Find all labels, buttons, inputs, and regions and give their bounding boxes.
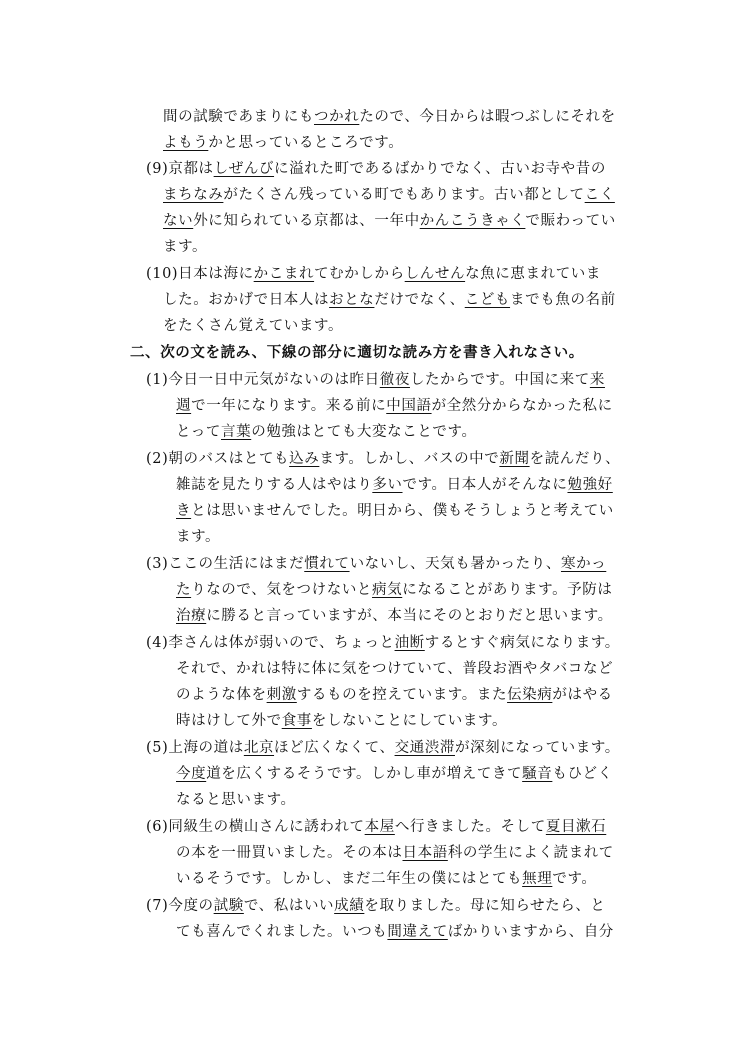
text-segment: 雑誌を見たりする人はやはり (176, 477, 373, 493)
text-segment: です。 (552, 871, 597, 887)
text-segment: 時はけして外で (176, 713, 282, 729)
text-segment: りなので、気をつけないと (191, 582, 373, 598)
text-segment: になることがあります。予防は (402, 582, 613, 598)
text-segment: です。日本人がそんなに (402, 477, 568, 493)
underlined-term: かこまれ (253, 266, 315, 282)
text-segment: 間の試験であまりにも (163, 109, 314, 125)
underlined-term: 騒音 (522, 766, 553, 782)
text-segment: を読んだり、 (529, 451, 621, 467)
text-segment: したからです。中国に来て (409, 372, 590, 388)
text-segment: たので、今日からは暇つぶしにそれを (359, 109, 616, 125)
underlined-term: おとな (329, 292, 375, 308)
text-segment: (4)李さんは体が弱いので、ちょっと (146, 635, 395, 651)
text-segment: ても喜んでくれました。いつも (176, 924, 388, 940)
text-segment: するものを控えています。また (296, 687, 508, 703)
text-segment: それで、かれは特に体に気をつけていて、普段お酒やタバコなど (176, 661, 614, 677)
text-segment: の勉強はとても大変なことです。 (251, 424, 477, 440)
text-segment: いないし、天気も暑かったり、 (349, 556, 561, 572)
text-segment: で一年になります。来る前に (191, 398, 387, 414)
text-segment: をたくさん覚えています。 (163, 318, 344, 334)
text-line (176, 606, 613, 626)
section-heading (130, 343, 584, 363)
question-7 (146, 896, 606, 916)
text-segment: (7)今度の (146, 898, 214, 914)
text-line (163, 133, 403, 153)
text-segment: を取りました。母に知らせたら、と (364, 898, 606, 914)
text-segment: (10)日本は海に (146, 266, 254, 282)
question-9 (146, 159, 606, 179)
text-line (163, 107, 616, 127)
text-line (163, 237, 207, 257)
text-segment: をしないことにしています。 (311, 713, 508, 729)
underlined-term: 多い (372, 477, 403, 493)
text-segment: ほど広くなくて、 (274, 740, 395, 756)
text-line (163, 211, 616, 231)
text-line (176, 764, 613, 784)
underlined-term: かんこうきゃく (419, 213, 526, 229)
question-10 (146, 264, 601, 284)
text-segment: いるそうです。しかし、まだ二年生の僕にはとても (176, 871, 523, 887)
text-segment: 科の学生によく読まれて (447, 845, 614, 861)
underlined-term: 夏目漱石 (545, 819, 607, 835)
underlined-term: 北京 (243, 740, 275, 756)
text-segment: するとすぐ病気になります。 (424, 635, 620, 651)
text-line (163, 185, 615, 205)
underlined-term: 言葉 (221, 424, 252, 440)
underlined-term: 来 (589, 372, 605, 388)
text-line (176, 843, 614, 863)
text-segment: で賑わってい (525, 213, 616, 229)
text-segment: 外に知られている京都は、一年中 (193, 213, 420, 229)
text-segment: した。おかげで日本人は (163, 292, 330, 308)
underlined-term: 成績 (334, 898, 365, 914)
text-line (176, 711, 507, 731)
underlined-term: 本屋 (364, 819, 395, 835)
question-1 (146, 370, 605, 390)
text-line (176, 501, 614, 521)
text-segment: の本を一冊買いました。その本は (176, 845, 403, 861)
underlined-term: 伝染病 (507, 687, 553, 703)
text-segment: (1)今日一日中元気がないのは昨日 (146, 372, 380, 388)
underlined-term: 油断 (394, 635, 425, 651)
underlined-term: 週 (176, 398, 192, 414)
underlined-term: 刺激 (266, 687, 297, 703)
underlined-term: まちなみ (163, 187, 224, 203)
text-segment: なると思います。 (176, 792, 296, 808)
underlined-term: た (176, 582, 192, 598)
text-segment: がはやる (552, 687, 613, 703)
underlined-term: 今度 (176, 766, 207, 782)
text-segment: へ行きました。そして (394, 819, 546, 835)
text-segment: (6)同級生の横山さんに誘われて (146, 819, 365, 835)
text-segment: (2)朝のバスはとても (146, 451, 290, 467)
question-2 (146, 449, 620, 469)
text-segment: (3)ここの生活にはまだ (146, 556, 305, 572)
question-4 (146, 633, 620, 653)
underlined-term: よもう (163, 135, 209, 151)
text-line (176, 527, 220, 547)
text-segment: のような体を (176, 687, 267, 703)
underlined-term: 間違えて (387, 924, 448, 940)
text-line (176, 396, 613, 416)
underlined-term: 交通渋滞 (394, 740, 455, 756)
question-3 (146, 554, 606, 574)
text-segment: てむかしから (314, 266, 405, 282)
question-6 (146, 817, 606, 837)
text-line (176, 790, 296, 810)
text-segment: 二、次の文を読み、下線の部分に適切な読み方を書き入れなさい。 (130, 345, 584, 361)
text-line (176, 475, 613, 495)
text-segment: な魚に恵まれていま (465, 266, 601, 282)
text-segment: とは思いませんでした。明日から、僕もそうしょうと考えてい (191, 503, 614, 519)
underlined-term: 病気 (372, 582, 403, 598)
text-segment: までも魚の名前 (510, 292, 616, 308)
text-segment: ます。 (176, 529, 221, 545)
text-line (163, 316, 343, 336)
underlined-term: 食事 (281, 713, 312, 729)
text-line (163, 290, 616, 310)
text-line (176, 922, 614, 942)
text-segment: が深刻になっています。 (454, 740, 620, 756)
text-line (176, 685, 613, 705)
underlined-term: き (176, 503, 192, 519)
text-segment: に溢れた町であるばかりでなく、古いお寺や昔の (274, 161, 606, 177)
underlined-term: 寒かっ (560, 556, 607, 572)
text-segment: (5)上海の道は (146, 740, 244, 756)
underlined-term: 勉強好 (567, 477, 613, 493)
text-segment: で、私はいい (243, 898, 335, 914)
underlined-term: しぜんび (213, 161, 275, 177)
text-segment: が全然分からなかった私に (431, 398, 613, 414)
text-segment: ばかりいますから、自分 (447, 924, 614, 940)
text-segment: とって (176, 424, 222, 440)
text-segment: ます。しかし、バスの中で (319, 451, 500, 467)
text-segment: (9)京都は (146, 161, 214, 177)
text-segment: に勝ると言っていますが、本当にそのとおりだと思います。 (206, 608, 613, 624)
underlined-term: 新聞 (499, 451, 530, 467)
underlined-term: 込み (289, 451, 320, 467)
underlined-term: 治療 (176, 608, 207, 624)
underlined-term: こども (464, 292, 511, 308)
text-segment: がたくさん残っている町でもあります。古い都として (223, 187, 585, 203)
text-segment: もひどく (552, 766, 613, 782)
text-segment: ます。 (163, 239, 208, 255)
underlined-term: 日本語 (402, 845, 448, 861)
underlined-term: ない (163, 213, 194, 229)
underlined-term: 徹夜 (379, 372, 410, 388)
underlined-term: しんせん (404, 266, 466, 282)
underlined-term: 試験 (213, 898, 244, 914)
text-line (176, 580, 612, 600)
underlined-term: つかれ (314, 109, 360, 125)
text-line (176, 659, 613, 679)
question-5 (146, 738, 620, 758)
underlined-term: こく (584, 187, 615, 203)
underlined-term: 無理 (522, 871, 553, 887)
text-line (176, 869, 596, 889)
text-line (176, 422, 477, 442)
underlined-term: 中国語 (386, 398, 432, 414)
text-segment: かと思っているところです。 (208, 135, 404, 151)
text-segment: だけでなく、 (374, 292, 465, 308)
underlined-term: 慣れて (304, 556, 350, 572)
text-segment: 道を広くするそうです。しかし車が増えてきて (206, 766, 523, 782)
